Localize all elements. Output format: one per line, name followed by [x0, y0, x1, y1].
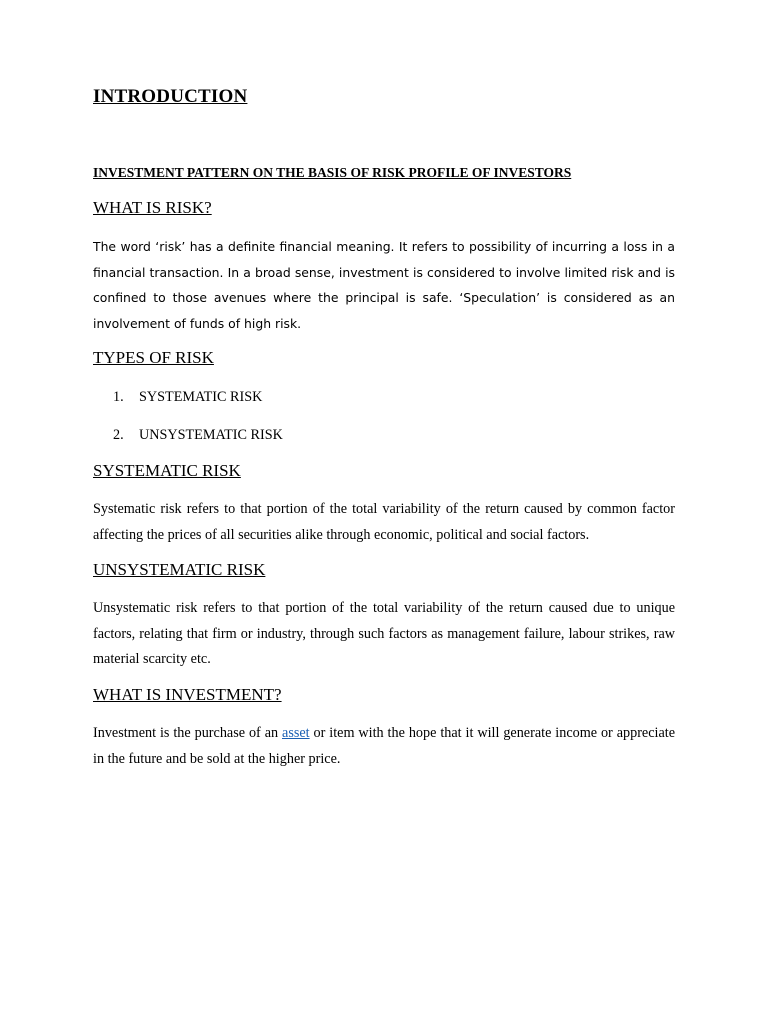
risk-types-list [113, 388, 283, 464]
paragraph-systematic-risk: Systematic risk refers to that portion of the total variability of the return caused by common factor affecting the prices of all securities alike through economic, political and social factors. [93, 501, 675, 543]
list-item-number: 2. [113, 427, 124, 443]
heading-what-is-risk: WHAT IS RISK? [93, 198, 212, 217]
list-item-label: SYSTEMATIC RISK [139, 389, 263, 405]
heading-systematic-risk: SYSTEMATIC RISK [93, 461, 241, 480]
heading-what-is-investment: WHAT IS INVESTMENT? [93, 685, 282, 704]
list-item [113, 388, 283, 426]
paragraph-unsystematic-risk: Unsystematic risk refers to that portion of the total variability of the return caused due to unique factors, relating that firm or industry, through such factors as management failure, labour strikes, raw material scarcity etc. [93, 600, 675, 668]
page-title: INTRODUCTION [93, 86, 248, 107]
asset-link[interactable]: asset [282, 725, 310, 741]
paragraph-what-is-risk: The word ‘risk’ has a definite financial meaning. It refers to possibility of incurring a loss in a financial transaction. In a broad sense, investment is considered to involve limited risk and is confined to those avenues where the principal is safe. ‘Speculation’ is considered as an involvement of funds of high risk. [93, 239, 675, 332]
heading-unsystematic-risk: UNSYSTEMATIC RISK [93, 560, 266, 579]
heading-types-of-risk: TYPES OF RISK [93, 348, 214, 367]
list-item [113, 426, 283, 464]
investment-text-start: Investment is the purchase of an [93, 725, 283, 741]
investment-text-end: or item with the hope that it will generate income or appreciate in the future and be sold at the higher price. [93, 725, 675, 767]
list-item-number: 1. [113, 389, 124, 405]
list-item-label: UNSYSTEMATIC RISK [139, 427, 283, 443]
document-subtitle: INVESTMENT PATTERN ON THE BASIS OF RISK PROFILE OF INVESTORS [93, 165, 572, 180]
paragraph-what-is-investment [93, 721, 675, 772]
